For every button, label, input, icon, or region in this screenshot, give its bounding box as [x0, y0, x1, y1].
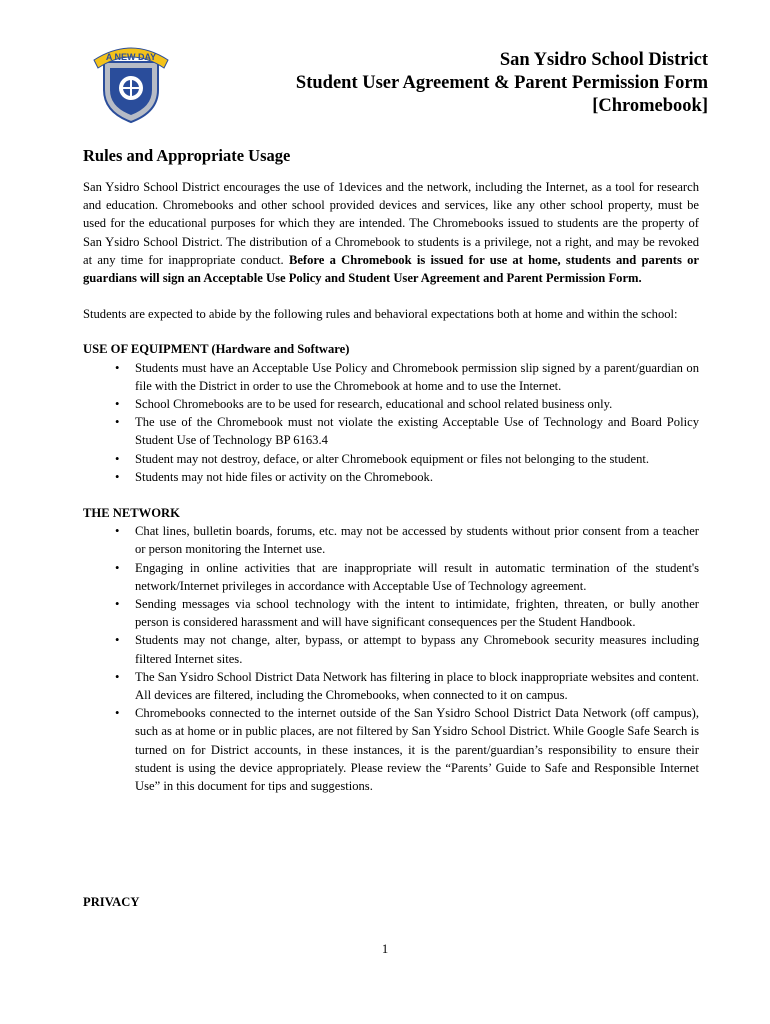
- school-crest-logo: [92, 40, 170, 124]
- bullet: •: [115, 451, 120, 466]
- document-body: [83, 146, 699, 795]
- bullet: •: [115, 397, 120, 412]
- logo-banner-text: A NEW DAY: [105, 52, 157, 62]
- bullet: •: [115, 560, 120, 575]
- bullet: •: [115, 633, 120, 648]
- list-item: • Sending messages via school technology with the intent to intimidate, frighten, threaten, or bully another person is considered harassment and will have significant consequences per the Student Handbook.: [115, 597, 699, 630]
- equipment-section-title: USE OF EQUIPMENT (Hardware and Software): [83, 342, 350, 357]
- bullet: •: [115, 597, 120, 612]
- bullet: •: [115, 469, 120, 484]
- equipment-list: [83, 359, 699, 486]
- bullet: •: [115, 706, 120, 721]
- list-item: • Engaging in online activities that are inappropriate will result in automatic termination of the student's network/Internet privileges in accordance with Acceptable Use of Technology agreement.: [115, 560, 699, 593]
- device-label: [Chromebook]: [592, 96, 708, 116]
- list-item: • Chromebooks connected to the internet outside of the San Ysidro School District Data Network (off campus), such as at home or in public places, are not filtered by San Ysidro School District. While Google Safe Search is turned on for District accounts, in these instances, it is the parent/guardian’s responsibility to ensure their student is using the device appropriately. Please review the “Parents’ Guide to Safe and Responsible Internet Use” in this document for tips and suggestions.: [115, 706, 699, 794]
- intro-text: San Ysidro School District encourages the use of 1devices and the network, including the Internet, as a tool for research and education. Chromebooks and other school provided devices and services, like any other school property, must be used for the educational purposes for which they are intended. The Chromebooks issued to students are the property of San Ysidro School District. The distribution of a Chromebook to students is a privilege, not a right, and may be revoked at any time for inappropriate conduct.: [83, 180, 699, 267]
- document-header: [296, 49, 708, 118]
- bullet: •: [115, 524, 120, 539]
- intro-paragraph: [83, 178, 699, 287]
- list-item: • Students may not hide files or activity on the Chromebook.: [135, 468, 699, 486]
- network-section-title: THE NETWORK: [83, 506, 180, 521]
- network-list: [83, 522, 699, 795]
- page-number: 1: [381, 942, 389, 956]
- bullet: •: [115, 360, 120, 375]
- list-item: • Students may not change, alter, bypass, or attempt to bypass any Chromebook security measures including filtered Internet sites.: [115, 633, 699, 666]
- list-item: • Student may not destroy, deface, or alter Chromebook equipment or files not belonging to the student.: [135, 450, 699, 468]
- list-item: • Chat lines, bulletin boards, forums, etc. may not be accessed by students without prior consent from a teacher or person monitoring the Internet use.: [115, 524, 699, 557]
- bullet: •: [115, 669, 120, 684]
- intro-bold-text: Before a Chromebook is issued for use at home, students and parents or guardians will sign an Acceptable Use Policy and Student User Agreement and Parent Permission Form.: [83, 252, 699, 286]
- bullet: •: [115, 415, 120, 430]
- list-item: • The San Ysidro School District Data Network has filtering in place to block inappropriate websites and content. All devices are filtered, including the Chromebooks, when connected to it on campus.: [115, 669, 699, 703]
- list-item: • Students must have an Acceptable Use Policy and Chromebook permission slip signed by a parent/guardian on file with the District in order to use the Chromebook at home and to use the Internet.: [115, 360, 699, 393]
- list-item: • The use of the Chromebook must not violate the existing Acceptable Use of Technology and Board Policy Student Use of Technology BP 6163.4: [115, 415, 699, 448]
- district-name: San Ysidro School District: [499, 50, 708, 70]
- form-title: Student User Agreement & Parent Permission Form: [295, 73, 708, 93]
- privacy-section-title: PRIVACY: [83, 895, 140, 909]
- list-item: • School Chromebooks are to be used for research, educational and school related business only.: [135, 395, 699, 413]
- section-heading: Rules and Appropriate Usage: [83, 146, 291, 165]
- expectations-paragraph: Students are expected to abide by the following rules and behavioral expectations both at home and within the school:: [83, 307, 678, 322]
